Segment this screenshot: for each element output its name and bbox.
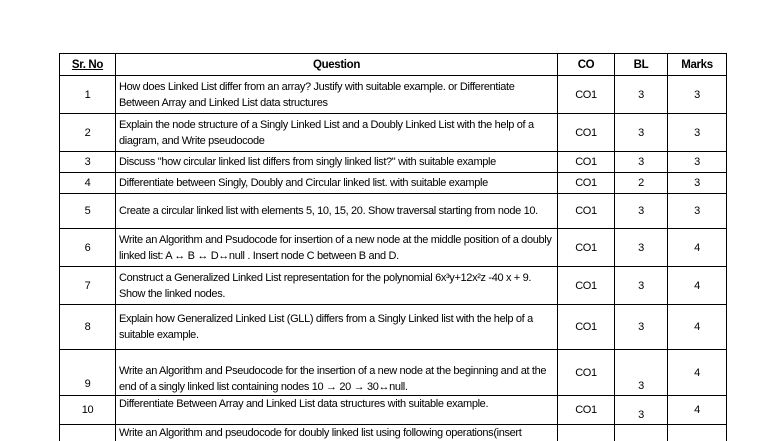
row-sr: 4 (60, 173, 116, 194)
row-bl: 3 (615, 152, 668, 173)
question-table (59, 53, 727, 441)
row-question: Differentiate between Singly, Doubly and Circular linked list. with suitable example (116, 173, 558, 194)
row-bl: 3 (615, 194, 668, 229)
table-row (60, 396, 727, 425)
row-co: CO1 (558, 152, 615, 173)
row-bl: 3 (615, 305, 668, 350)
row-co: CO1 (558, 76, 615, 114)
row-marks: 3 (668, 76, 727, 114)
header-row (60, 54, 727, 76)
row-co: CO1 (558, 305, 615, 350)
row-question: Construct a Generalized Linked List representation for the polynomial 6x³y+12x²z -40 x + 9. Show the linked nodes. (116, 267, 558, 305)
table-row (60, 305, 727, 350)
row-marks: 3 (668, 114, 727, 152)
row-bl: 3 (615, 76, 668, 114)
table-row (60, 173, 727, 194)
table-row (60, 152, 727, 173)
row-bl: 2 (615, 173, 668, 194)
table-row (60, 194, 727, 229)
row-marks: 3 (668, 173, 727, 194)
row-marks: 4 (668, 350, 727, 396)
row-question: Explain how Generalized Linked List (GLL) differs from a Singly Linked list with the help of a suitable example. (116, 305, 558, 350)
row-sr: 5 (60, 194, 116, 229)
row-bl: 3 (615, 396, 668, 425)
row-bl (615, 425, 668, 441)
row-co: CO1 (558, 350, 615, 396)
row-marks: 3 (668, 152, 727, 173)
table-row (60, 76, 727, 114)
row-question: Differentiate Between Array and Linked List data structures with suitable example. (116, 396, 558, 425)
header-srno: Sr. No (60, 54, 116, 76)
row-question: Explain the node structure of a Singly Linked List and a Doubly Linked List with the help of a diagram, and Write pseudocode (116, 114, 558, 152)
row-question: Write an Algorithm and Psudocode for insertion of a new node at the middle position of a doubly linked list: A ↔ B ↔ D↔null . Insert node C between B and D. (116, 229, 558, 267)
row-sr: 10 (60, 396, 116, 425)
row-co: CO1 (558, 396, 615, 425)
row-bl: 3 (615, 114, 668, 152)
header-marks: Marks (668, 54, 727, 76)
row-marks (668, 425, 727, 441)
row-sr: 2 (60, 114, 116, 152)
row-question: Write an Algorithm and Pseudocode for the insertion of a new node at the beginning and at the end of a singly linked list containing nodes 10 → 20 → 30↔null. (116, 350, 558, 396)
row-sr: 7 (60, 267, 116, 305)
row-bl: 3 (615, 229, 668, 267)
row-marks: 3 (668, 194, 727, 229)
table-row (60, 267, 727, 305)
row-question: Write an Algorithm and pseudocode for doubly linked list using following operations(insert (116, 425, 558, 441)
row-question: How does Linked List differ from an array? Justify with suitable example. or Differentiate Between Array and Linked List data structures (116, 76, 558, 114)
row-sr: 1 (60, 76, 116, 114)
table-row (60, 229, 727, 267)
table-row (60, 114, 727, 152)
row-sr: 8 (60, 305, 116, 350)
row-bl: 3 (615, 350, 668, 396)
row-co: CO1 (558, 267, 615, 305)
header-co: CO (558, 54, 615, 76)
row-co (558, 425, 615, 441)
row-marks: 4 (668, 267, 727, 305)
row-sr: 9 (60, 350, 116, 396)
row-bl: 3 (615, 267, 668, 305)
header-bl: BL (615, 54, 668, 76)
row-co: CO1 (558, 194, 615, 229)
row-co: CO1 (558, 173, 615, 194)
row-marks: 4 (668, 305, 727, 350)
row-co: CO1 (558, 229, 615, 267)
table-row (60, 350, 727, 396)
row-co: CO1 (558, 114, 615, 152)
row-question: Create a circular linked list with elements 5, 10, 15, 20. Show traversal starting from node 10. (116, 194, 558, 229)
table-row (60, 425, 727, 441)
header-question: Question (116, 54, 558, 76)
row-marks: 4 (668, 229, 727, 267)
row-sr: 3 (60, 152, 116, 173)
row-question: Discuss "how circular linked list differs from singly linked list?" with suitable example (116, 152, 558, 173)
row-sr: 6 (60, 229, 116, 267)
row-sr (60, 425, 116, 441)
row-marks: 4 (668, 396, 727, 425)
